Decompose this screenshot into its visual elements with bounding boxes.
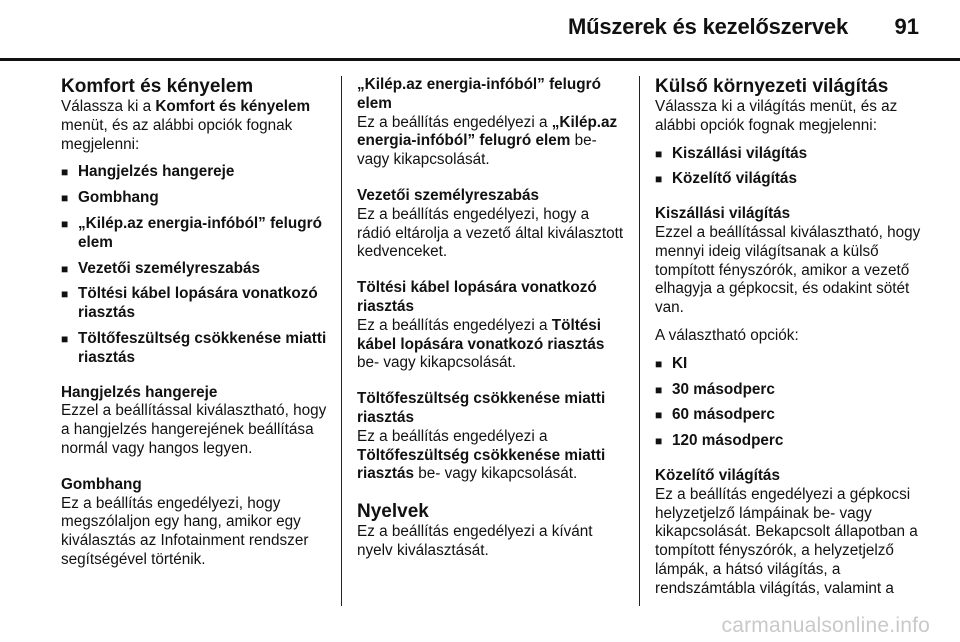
subsection-title: Töltési kábel lopására vonatkozó riasztás [357, 279, 597, 315]
list-item: ■ Kiszállási világítás [655, 144, 808, 162]
list-item: ■ Vezetői személyreszabás [61, 259, 260, 277]
body-text: Ez a beállítás engedélyezi a „Kilép.az energia-infóból” felugró elem be- vagy kikapcsolását. [357, 113, 618, 169]
list-item: ■ Közelítő világítás [655, 170, 797, 188]
body-text: Ezzel a beállítással kiválasztható, hogy mennyi ideig világítsanak a külső tompított fényszórók, amikor a vezető elhagyja a gépkocsit, és odakint sötét van. [655, 223, 921, 317]
page-header [0, 0, 960, 60]
options-list [61, 163, 331, 367]
column-divider-1 [341, 76, 342, 606]
bullet-icon: ■ [61, 191, 69, 206]
chapter-title: Műszerek és kezelőszervek [568, 14, 848, 39]
subsection-title: Kiszállási világítás [655, 205, 791, 223]
list-item: ■ 120 másodperc [655, 432, 784, 450]
watermark: carmanualsonline.info [721, 614, 930, 637]
options-list [655, 145, 925, 190]
section-heading-kulso-vilagitas: Külső környezeti világítás [655, 76, 889, 97]
list-item: ■ KI [655, 354, 688, 372]
body-text: Ez a beállítás engedélyezi a Töltőfeszültség csökkenése miatti riasztás be- vagy kikapcsolását. [357, 427, 606, 483]
bullet-icon: ■ [61, 331, 69, 346]
page-number: 91 [894, 14, 919, 39]
intro-text: Válassza ki a Komfort és kényelem menüt, és az alábbi opciók fognak megjelenni: [61, 98, 311, 153]
list-item: ■ 30 másodperc [655, 380, 775, 398]
bullet-icon: ■ [655, 356, 663, 371]
column-2 [357, 76, 627, 561]
bullet-icon: ■ [655, 146, 663, 161]
column-divider-2 [639, 76, 640, 606]
body-text: Ez a beállítás engedélyezi a gépkocsi helyzetjelző lámpáinak be- vagy kikapcsolását. Bekapcsolt állapotban a tompított fényszórók, a helyzetjelző lámpák, a hátsó világítás, a rendszámtábla világítás, valamint a [655, 485, 918, 597]
bullet-icon: ■ [655, 172, 663, 187]
subsection-title: Töltőfeszültség csökkenése miatti riasztás [357, 390, 606, 426]
options-label: A választható opciók: [655, 326, 799, 344]
subsection-title: Közelítő világítás [655, 466, 780, 484]
body-text: Ez a beállítás engedélyezi, hogy a rádió eltárolja a vezető által kiválasztott kedvenceket. [357, 205, 624, 261]
list-item: ■ 60 másodperc [655, 406, 775, 424]
list-item: ■ Töltőfeszültség csökkenése miatti riasztás [61, 329, 327, 366]
subsection-title: Vezetői személyreszabás [357, 186, 539, 204]
list-item: ■ „Kilép.az energia-infóból” felugró elem [61, 214, 322, 251]
bullet-icon: ■ [61, 287, 69, 302]
body-text: Ezzel a beállítással kiválasztható, hogy a hangjelzés hangerejének beállítása normál vagy hangos legyen. [61, 402, 327, 457]
body-text: Ez a beállítás engedélyezi, hogy megszólaljon egy hang, amikor egy kiválasztás az Infotainment rendszer segítségével történik. [61, 494, 309, 568]
options-list [655, 355, 925, 451]
bullet-icon: ■ [655, 382, 663, 397]
body-text: Ez a beállítás engedélyezi a kívánt nyelv kiválasztását. [357, 523, 593, 559]
body-text: Ez a beállítás engedélyezi a Töltési kábel lopására vonatkozó riasztás be- vagy kikapcsolását. [357, 316, 605, 372]
subsection-title: Gombhang [61, 475, 142, 493]
column-1 [61, 76, 331, 570]
list-item: ■ Hangjelzés hangereje [61, 163, 235, 181]
intro-text: Válassza ki a világítás menüt, és az alábbi opciók fognak megjelenni: [655, 98, 898, 134]
section-heading-komfort: Komfort és kényelem [61, 76, 254, 97]
list-item: ■ Töltési kábel lopására vonatkozó riasztás [61, 285, 318, 322]
bullet-icon: ■ [61, 216, 69, 231]
bullet-icon: ■ [655, 408, 663, 423]
list-item: ■ Gombhang [61, 189, 159, 207]
subsection-title: Hangjelzés hangereje [61, 383, 218, 401]
bullet-icon: ■ [61, 165, 69, 180]
bullet-icon: ■ [61, 261, 69, 276]
header-rule [0, 58, 960, 61]
section-heading-nyelvek: Nyelvek [357, 501, 429, 523]
column-3 [655, 76, 925, 599]
subsection-title: „Kilép.az energia-infóból” felugró elem [357, 76, 601, 112]
bullet-icon: ■ [655, 434, 663, 449]
